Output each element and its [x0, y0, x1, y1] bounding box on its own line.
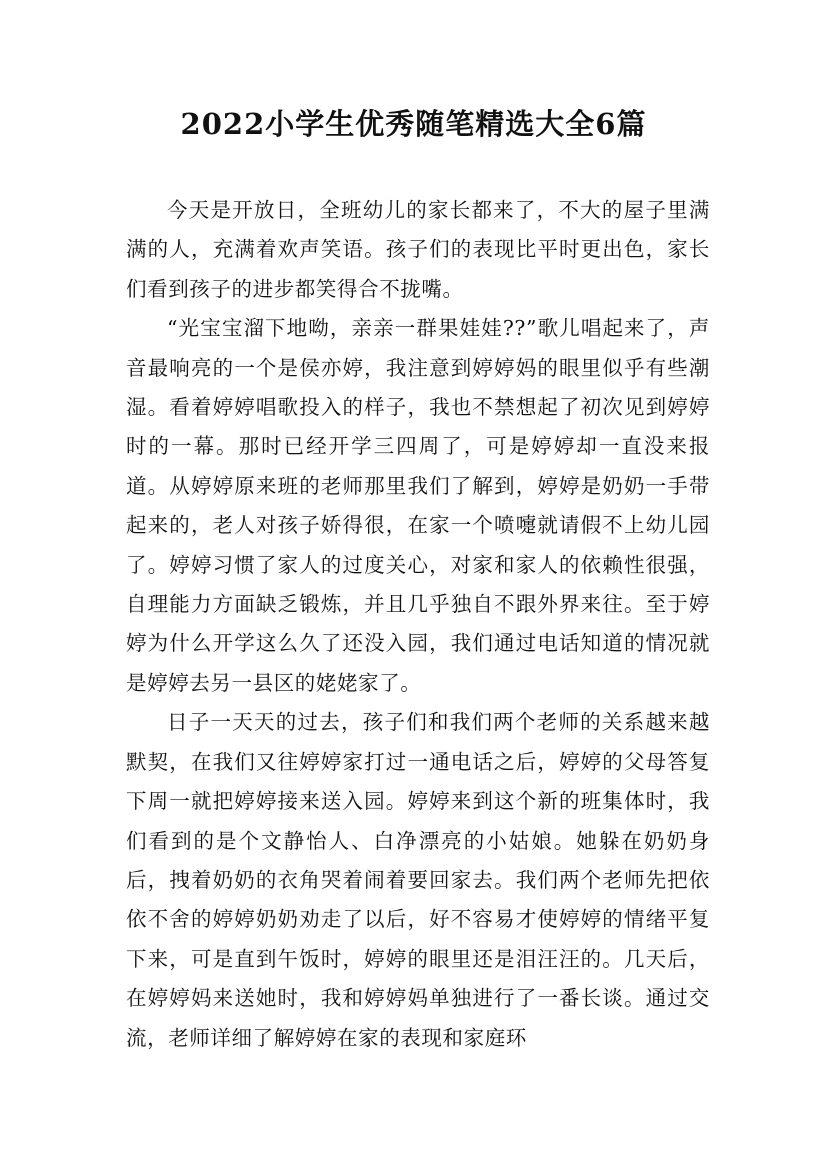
paragraph-3: 日子一天天的过去，孩子们和我们两个老师的关系越来越默契，在我们又往婷婷家打过一通电话之后，婷婷的父母答复下周一就把婷婷接来送入园。婷婷来到这个新的班集体时，我们看到的是个文静怡人、白净漂亮的小姑娘。她躲在奶奶身后，拽着奶奶的衣角哭着闹着要回家去。我们两个老师先把依依不舍的婷婷奶奶劝走了以后，好不容易才使婷婷的情绪平复下来，可是直到午饭时，婷婷的眼里还是泪汪汪的。几天后，在婷婷妈来送她时，我和婷婷妈单独进行了一番长谈。通过交流，老师详细了解婷婷在家的表现和家庭环 — [126, 710, 710, 1050]
paragraph-2: “光宝宝溜下地呦，亲亲一群果娃娃??”歌儿唱起来了，声音最响亮的一个是侯亦婷，我注意到婷婷妈的眼里似乎有些潮湿。看着婷婷唱歌投入的样子，我也不禁想起了初次见到婷婷时的一幕。那时已经开学三四周了，可是婷婷却一直没来报道。从婷婷原来班的老师那里我们了解到，婷婷是奶奶一手带起来的，老人对孩子娇得很，在家一个喷嚏就请假不上幼儿园了。婷婷习惯了家人的过度关心，对家和家人的依赖性很强，自理能力方面缺乏锻炼，并且几乎独自不跟外界来往。至于婷婷为什么开学这么久了还没入园，我们通过电话知道的情况就是婷婷去另一县区的姥姥家了。 — [126, 316, 710, 695]
document-title: 2022小学生优秀随笔精选大全6篇 — [180, 107, 647, 141]
document-body — [126, 191, 710, 1058]
paragraph-1: 今天是开放日，全班幼儿的家长都来了，不大的屋子里满满的人，充满着欢声笑语。孩子们的表现比平时更出色，家长们看到孩子的进步都笑得合不拢嘴。 — [126, 198, 710, 301]
